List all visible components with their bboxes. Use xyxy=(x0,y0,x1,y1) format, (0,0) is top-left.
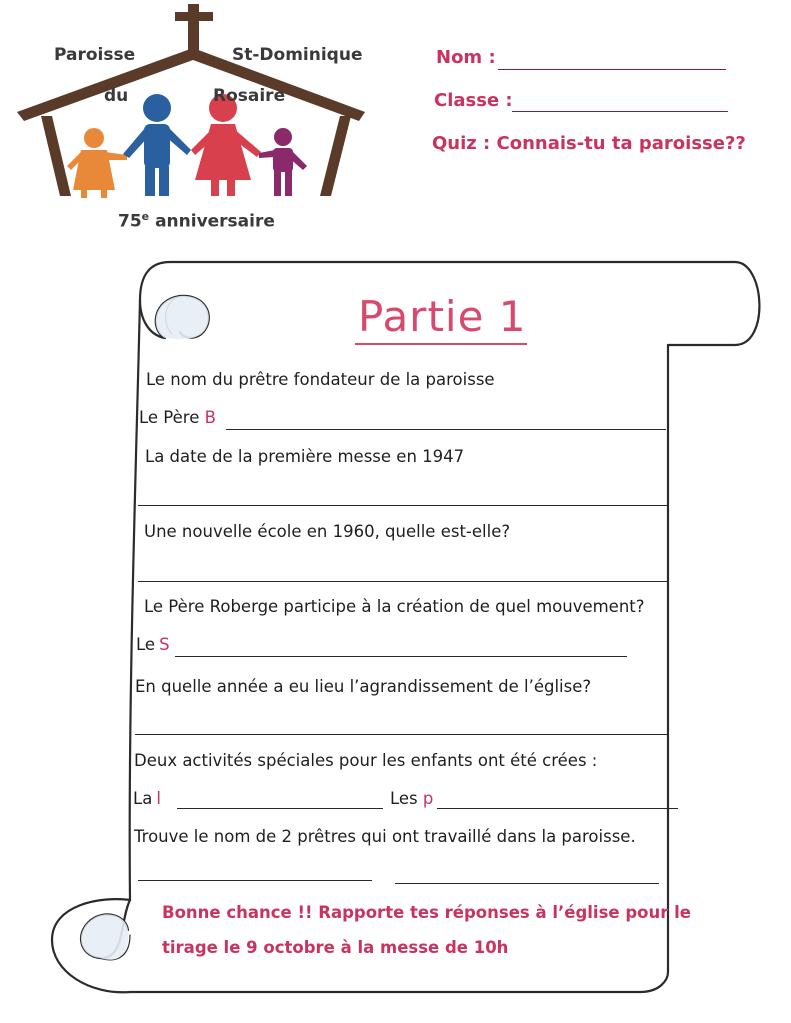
answer-priest-1-line[interactable] xyxy=(138,880,372,881)
anniversary-sup: e xyxy=(141,210,150,223)
logo-parish-name-right: St-Dominique xyxy=(232,45,363,65)
answer-hint: p xyxy=(422,789,434,808)
answer-activity-1-row xyxy=(133,789,161,808)
quiz-title: Quiz : Connais-tu ta paroisse?? xyxy=(432,133,746,154)
question-new-school: Une nouvelle école en 1960, quelle est-elle? xyxy=(144,522,511,541)
anniversary-number: 75 xyxy=(118,211,142,232)
answer-hint: S xyxy=(159,635,170,654)
answer-activity-2-row xyxy=(390,789,433,808)
nom-label: Nom : xyxy=(436,47,496,68)
answer-movement-row xyxy=(136,635,170,654)
question-two-priests: Trouve le nom de 2 prêtres qui ont travaillé dans la paroisse. xyxy=(134,827,636,846)
question-children-activities: Deux activités spéciales pour les enfants ont été crées : xyxy=(134,751,598,770)
section-title-underline xyxy=(355,343,527,345)
answer-prefix: Le xyxy=(136,635,156,654)
logo-parish-name-left: Paroisse xyxy=(54,45,136,65)
answer-priest-2-line[interactable] xyxy=(395,883,659,884)
question-first-mass-date: La date de la première messe en 1947 xyxy=(145,447,465,466)
answer-expansion-line[interactable] xyxy=(135,734,668,735)
footer-message-line1: Bonne chance !! Rapporte tes réponses à l’église pour le xyxy=(162,903,691,922)
answer-prefix: Les xyxy=(390,789,418,808)
answer-hint: l xyxy=(156,789,161,808)
question-roberge-movement: Le Père Roberge participe à la création de quel mouvement? xyxy=(144,597,645,616)
answer-new-school-line[interactable] xyxy=(138,581,668,582)
anniversary-text: anniversaire xyxy=(155,211,275,232)
answer-founder-line[interactable] xyxy=(226,429,666,430)
answer-first-mass-line[interactable] xyxy=(138,505,668,506)
logo-parish-rosaire: Rosaire xyxy=(213,86,286,106)
answer-movement-line[interactable] xyxy=(175,656,627,657)
answer-prefix: Le Père xyxy=(139,408,200,427)
answer-founder-row xyxy=(139,408,216,427)
answer-activity-2-line[interactable] xyxy=(437,808,678,809)
section-title: Partie 1 xyxy=(358,292,527,341)
answer-prefix: La xyxy=(133,789,153,808)
question-founder-priest: Le nom du prêtre fondateur de la paroisse xyxy=(146,370,495,389)
question-church-expansion: En quelle année a eu lieu l’agrandissement de l’église? xyxy=(135,677,592,696)
footer-message-line2: tirage le 9 octobre à la messe de 10h xyxy=(162,938,509,957)
answer-hint: B xyxy=(204,408,216,427)
logo-parish-du: du xyxy=(104,86,129,106)
classe-label: Classe : xyxy=(434,90,513,111)
answer-activity-1-line[interactable] xyxy=(177,808,383,809)
